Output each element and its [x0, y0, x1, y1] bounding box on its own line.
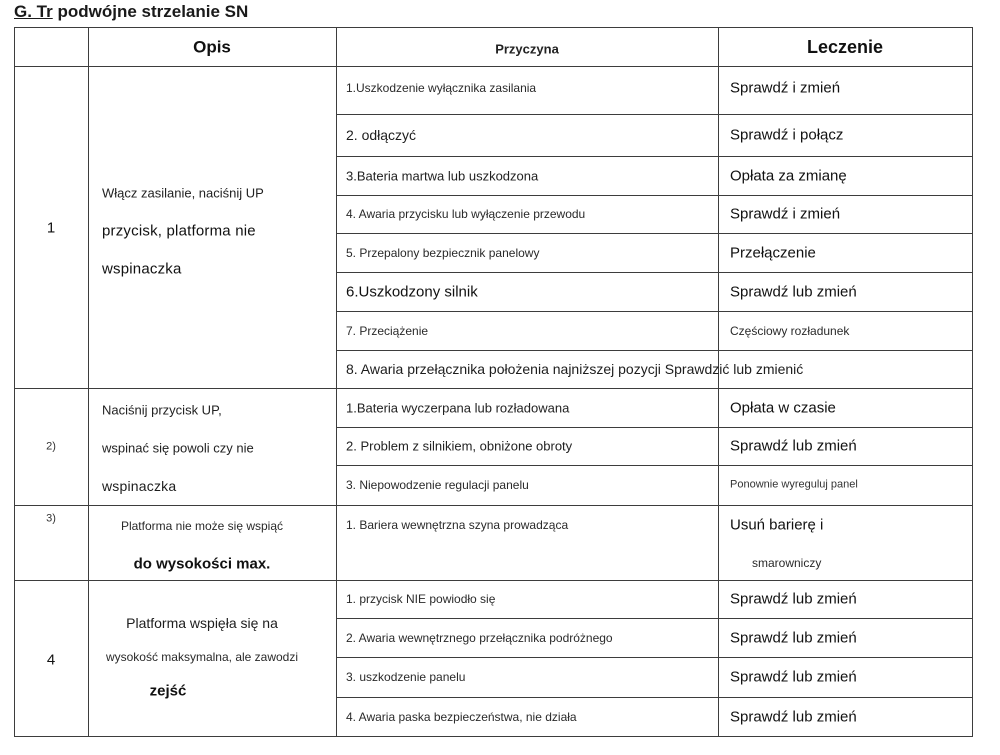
cause-text: 2. odłączyć [346, 127, 417, 143]
table-rule [336, 114, 973, 115]
table-rule [14, 27, 15, 737]
description-line: Naciśnij przycisk UP, [102, 402, 222, 418]
description-line: zejść [149, 682, 187, 700]
row-number: 3) [46, 512, 56, 525]
cause-text: 1.Uszkodzenie wyłącznika zasilania [346, 81, 537, 95]
fix-text: Przełączenie [730, 244, 816, 261]
table-rule [336, 657, 973, 658]
description-line: wspinać się powoli czy nie [102, 440, 254, 456]
table-rule [88, 27, 89, 737]
table-rule [336, 272, 973, 273]
table-rule [14, 27, 973, 28]
span-mask [716, 358, 722, 382]
fix-text: Częściowy rozładunek [730, 323, 850, 338]
description-line: wysokość maksymalna, ale zawodzi [105, 650, 299, 664]
description-line: Platforma wspięła się na [126, 615, 278, 631]
table-rule [336, 27, 337, 737]
row-number: 1 [46, 219, 56, 237]
section-title: podwójne strzelanie SN [52, 2, 249, 21]
column-header-leczenie: Leczenie [806, 36, 884, 57]
table-rule [14, 505, 973, 506]
table-rule [336, 195, 973, 196]
table-rule [718, 27, 719, 737]
cause-text: 5. Przepalony bezpiecznik panelowy [346, 245, 540, 260]
table-rule [972, 27, 973, 737]
cause-text: 7. Przeciążenie [346, 323, 429, 338]
cause-text: 8. Awaria przełącznika położenia najniższej pozycji Sprawdzić lub zmienić [346, 361, 804, 377]
cause-text: 3. uszkodzenie panelu [346, 670, 466, 684]
table-rule [336, 697, 973, 698]
cause-text: 4. Awaria paska bezpieczeństwa, nie działa [346, 709, 577, 724]
cause-text: 2. Awaria wewnętrznego przełącznika podróżnego [346, 630, 613, 645]
description-line: przycisk, platforma nie [102, 222, 256, 240]
fix-text: Sprawdź i zmień [730, 205, 841, 223]
cause-text: 1. Bariera wewnętrzna szyna prowadząca [346, 518, 569, 532]
fix-text: Sprawdź lub zmień [730, 283, 857, 300]
fix-text: smarowniczy [752, 556, 822, 570]
table-rule [336, 427, 973, 428]
table-rule [14, 388, 973, 389]
table-rule [14, 580, 973, 581]
fix-text: Ponownie wyreguluj panel [730, 478, 858, 491]
column-header-opis: Opis [193, 37, 231, 56]
cause-text: 4. Awaria przycisku lub wyłączenie przewodu [346, 207, 586, 221]
table-rule [336, 465, 973, 466]
cause-text: 6.Uszkodzony silnik [346, 283, 478, 300]
fix-text: Opłata w czasie [730, 399, 836, 416]
section-code: G. Tr [14, 2, 53, 21]
table-rule [14, 736, 973, 737]
table-rule [336, 233, 973, 234]
description-line: wspinaczka [102, 478, 177, 494]
row-number: 2) [46, 440, 56, 452]
cause-text: 1.Bateria wyczerpana lub rozładowana [346, 400, 570, 415]
cause-text: 3. Niepowodzenie regulacji panelu [346, 478, 529, 492]
description-line: Włącz zasilanie, naciśnij UP [102, 185, 264, 201]
cause-text: 1. przycisk NIE powiodło się [346, 592, 496, 606]
table-rule [336, 350, 973, 351]
description-line: Platforma nie może się wspiąć [120, 519, 284, 533]
cause-text: 2. Problem z silnikiem, obniżone obroty [346, 438, 573, 454]
table-rule [336, 618, 973, 619]
fix-text: Sprawdź lub zmień [730, 629, 857, 646]
fix-text: Opłata za zmianę [730, 167, 847, 184]
table-rule [14, 66, 973, 67]
fix-text: Sprawdź lub zmień [730, 708, 857, 725]
row-number: 4 [46, 651, 56, 669]
fix-text: Sprawdź i połącz [730, 126, 844, 144]
description-line: wspinaczka [102, 260, 182, 278]
column-header-przyczyna: Przyczyna [495, 41, 559, 56]
fix-text: Sprawdź lub zmień [730, 668, 857, 686]
fix-text: Sprawdź lub zmień [730, 590, 857, 608]
fix-text: Usuń barierę i [730, 516, 824, 534]
fix-text: Sprawdź i zmień [730, 79, 841, 97]
table-rule [336, 156, 973, 157]
fix-text: Sprawdź lub zmień [730, 437, 857, 455]
description-line: do wysokości max. [133, 555, 271, 573]
cause-text: 3.Bateria martwa lub uszkodzona [346, 168, 539, 183]
table-rule [336, 311, 973, 312]
